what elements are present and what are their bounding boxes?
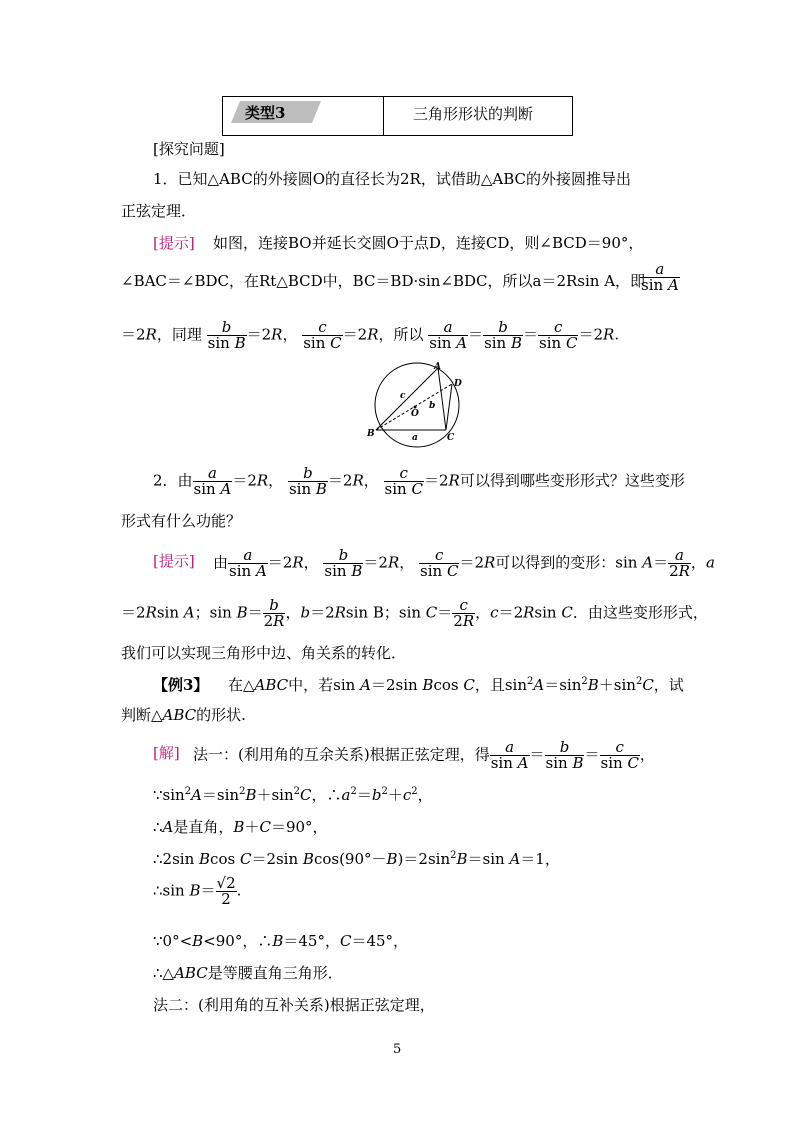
solution-line8: 法二：(利用角的互补关系)根据正弦定理，	[153, 996, 435, 1014]
segment-CD	[446, 384, 452, 430]
q1-hint-line1: 如图，连接BO并延长交圆O于点D，连接CD，则∠BCD＝90°，	[213, 234, 644, 252]
label-C: C	[447, 433, 455, 443]
label-b: b	[429, 401, 436, 411]
label-B: B	[367, 429, 375, 439]
q2-hint-tag: [提示]	[153, 552, 195, 570]
solution-line2: $\because\sin^2A=\sin^2B+\sin^2C$，$\therefore a^2=b^2+c^2$，	[153, 786, 433, 804]
q2-line1: 2．由 $\frac{a}{\text{sin A}}$ ＝2R， $\frac{b}{\text{sin B}}$ ＝2R， $\frac{c}{\text{sin C}}$ ＝2R可以得到哪些变形形式？这些变形	[153, 464, 685, 498]
q2-hint-line2: ＝2Rsin A；sin B＝ $\frac{b}{2R}$ ，b＝2Rsin B；sin C＝ $\frac{c}{2R}$ ，c＝2Rsin C．由这些变形形式，	[121, 596, 708, 630]
label-a: a	[412, 433, 418, 443]
q1-hint-line3: ＝2R，同理 $\frac{b}{\text{sin B}}$ ＝2R， $\frac{c}{\text{sin C}}$ ＝2R，所以 $\frac{a}{\text{sin A}}$ ＝ $\frac{b}{\text{sin B}}$ ＝ $\frac{c}{\text{sin C}}$ ＝2R.	[121, 318, 620, 352]
type-tag-label: 类型3	[245, 104, 286, 122]
section-title: 三角形形状的判断	[413, 105, 534, 123]
q1-line1: 1．已知△ABC的外接圆O的直径长为2R，试借助△ABC的外接圆推导出	[153, 170, 631, 188]
page-number: 5	[393, 1042, 402, 1057]
example-line1: 在△ABC中，若sin A＝2sin Bcos C，且$\sin^2A=\sin^2B+\sin^2C$，试	[228, 676, 684, 694]
solution-line7: ∴△ABC是等腰直角三角形．	[153, 964, 343, 982]
segment-AC	[438, 368, 446, 430]
solution-line3: ∴A是直角，B＋C＝90°，	[153, 818, 328, 836]
circumcircle-figure	[362, 360, 472, 450]
q2-line2: 形式有什么功能？	[121, 512, 242, 530]
solution-line6: ∵0°<B<90°，∴B＝45°，C＝45°，	[153, 932, 409, 950]
example-line2: 判断△ABC的形状.	[121, 706, 246, 724]
label-c: c	[400, 391, 406, 401]
section-type-cell	[223, 97, 384, 135]
q1-hint-line2: ∠BAC＝∠BDC，在Rt△BCD中，BC＝BD·sin∠BDC，所以a＝2Rsin A，即	[121, 272, 646, 290]
frac-a-sinA: $\frac{a}{\text{sin A}}$	[641, 260, 679, 294]
solution-line1: 法一：(利用角的互余关系)根据正弦定理，得 $\frac{a}{\text{sin A}}$ ＝ $\frac{b}{\text{sin B}}$ ＝ $\frac{c}{\text{sin C}}$ ，	[193, 738, 655, 772]
q2-hint-line3: 我们可以实现三角形中边、角关系的转化．	[121, 644, 407, 662]
example-tag: 【例3】	[153, 676, 209, 694]
solution-line4: ∴2sin Bcos C＝2sin $Bcos(90^\circ-B)=2\sin^2B=\sin$ A＝1，	[153, 850, 560, 868]
label-A: A	[434, 362, 441, 372]
label-D: D	[454, 379, 462, 389]
q1-hint-tag: [提示]	[153, 234, 195, 252]
q2-hint-line1: 由 $\frac{a}{\text{sin A}}$ ＝2R， $\frac{b}{\text{sin B}}$ ＝2R， $\frac{c}{\text{sin C}}$ ＝2R可以得到的变形：sin A＝ $\frac{a}{2R}$ ，a	[213, 546, 715, 580]
label-O: O	[411, 409, 419, 419]
explore-label: [探究问题]	[153, 140, 225, 158]
solution-line5: ∴sin B＝ $\frac{√2}{2}$ .	[153, 874, 242, 908]
q1-line2: 正弦定理．	[121, 202, 197, 220]
section-header	[222, 96, 573, 136]
solution-tag: [解]	[153, 744, 180, 762]
